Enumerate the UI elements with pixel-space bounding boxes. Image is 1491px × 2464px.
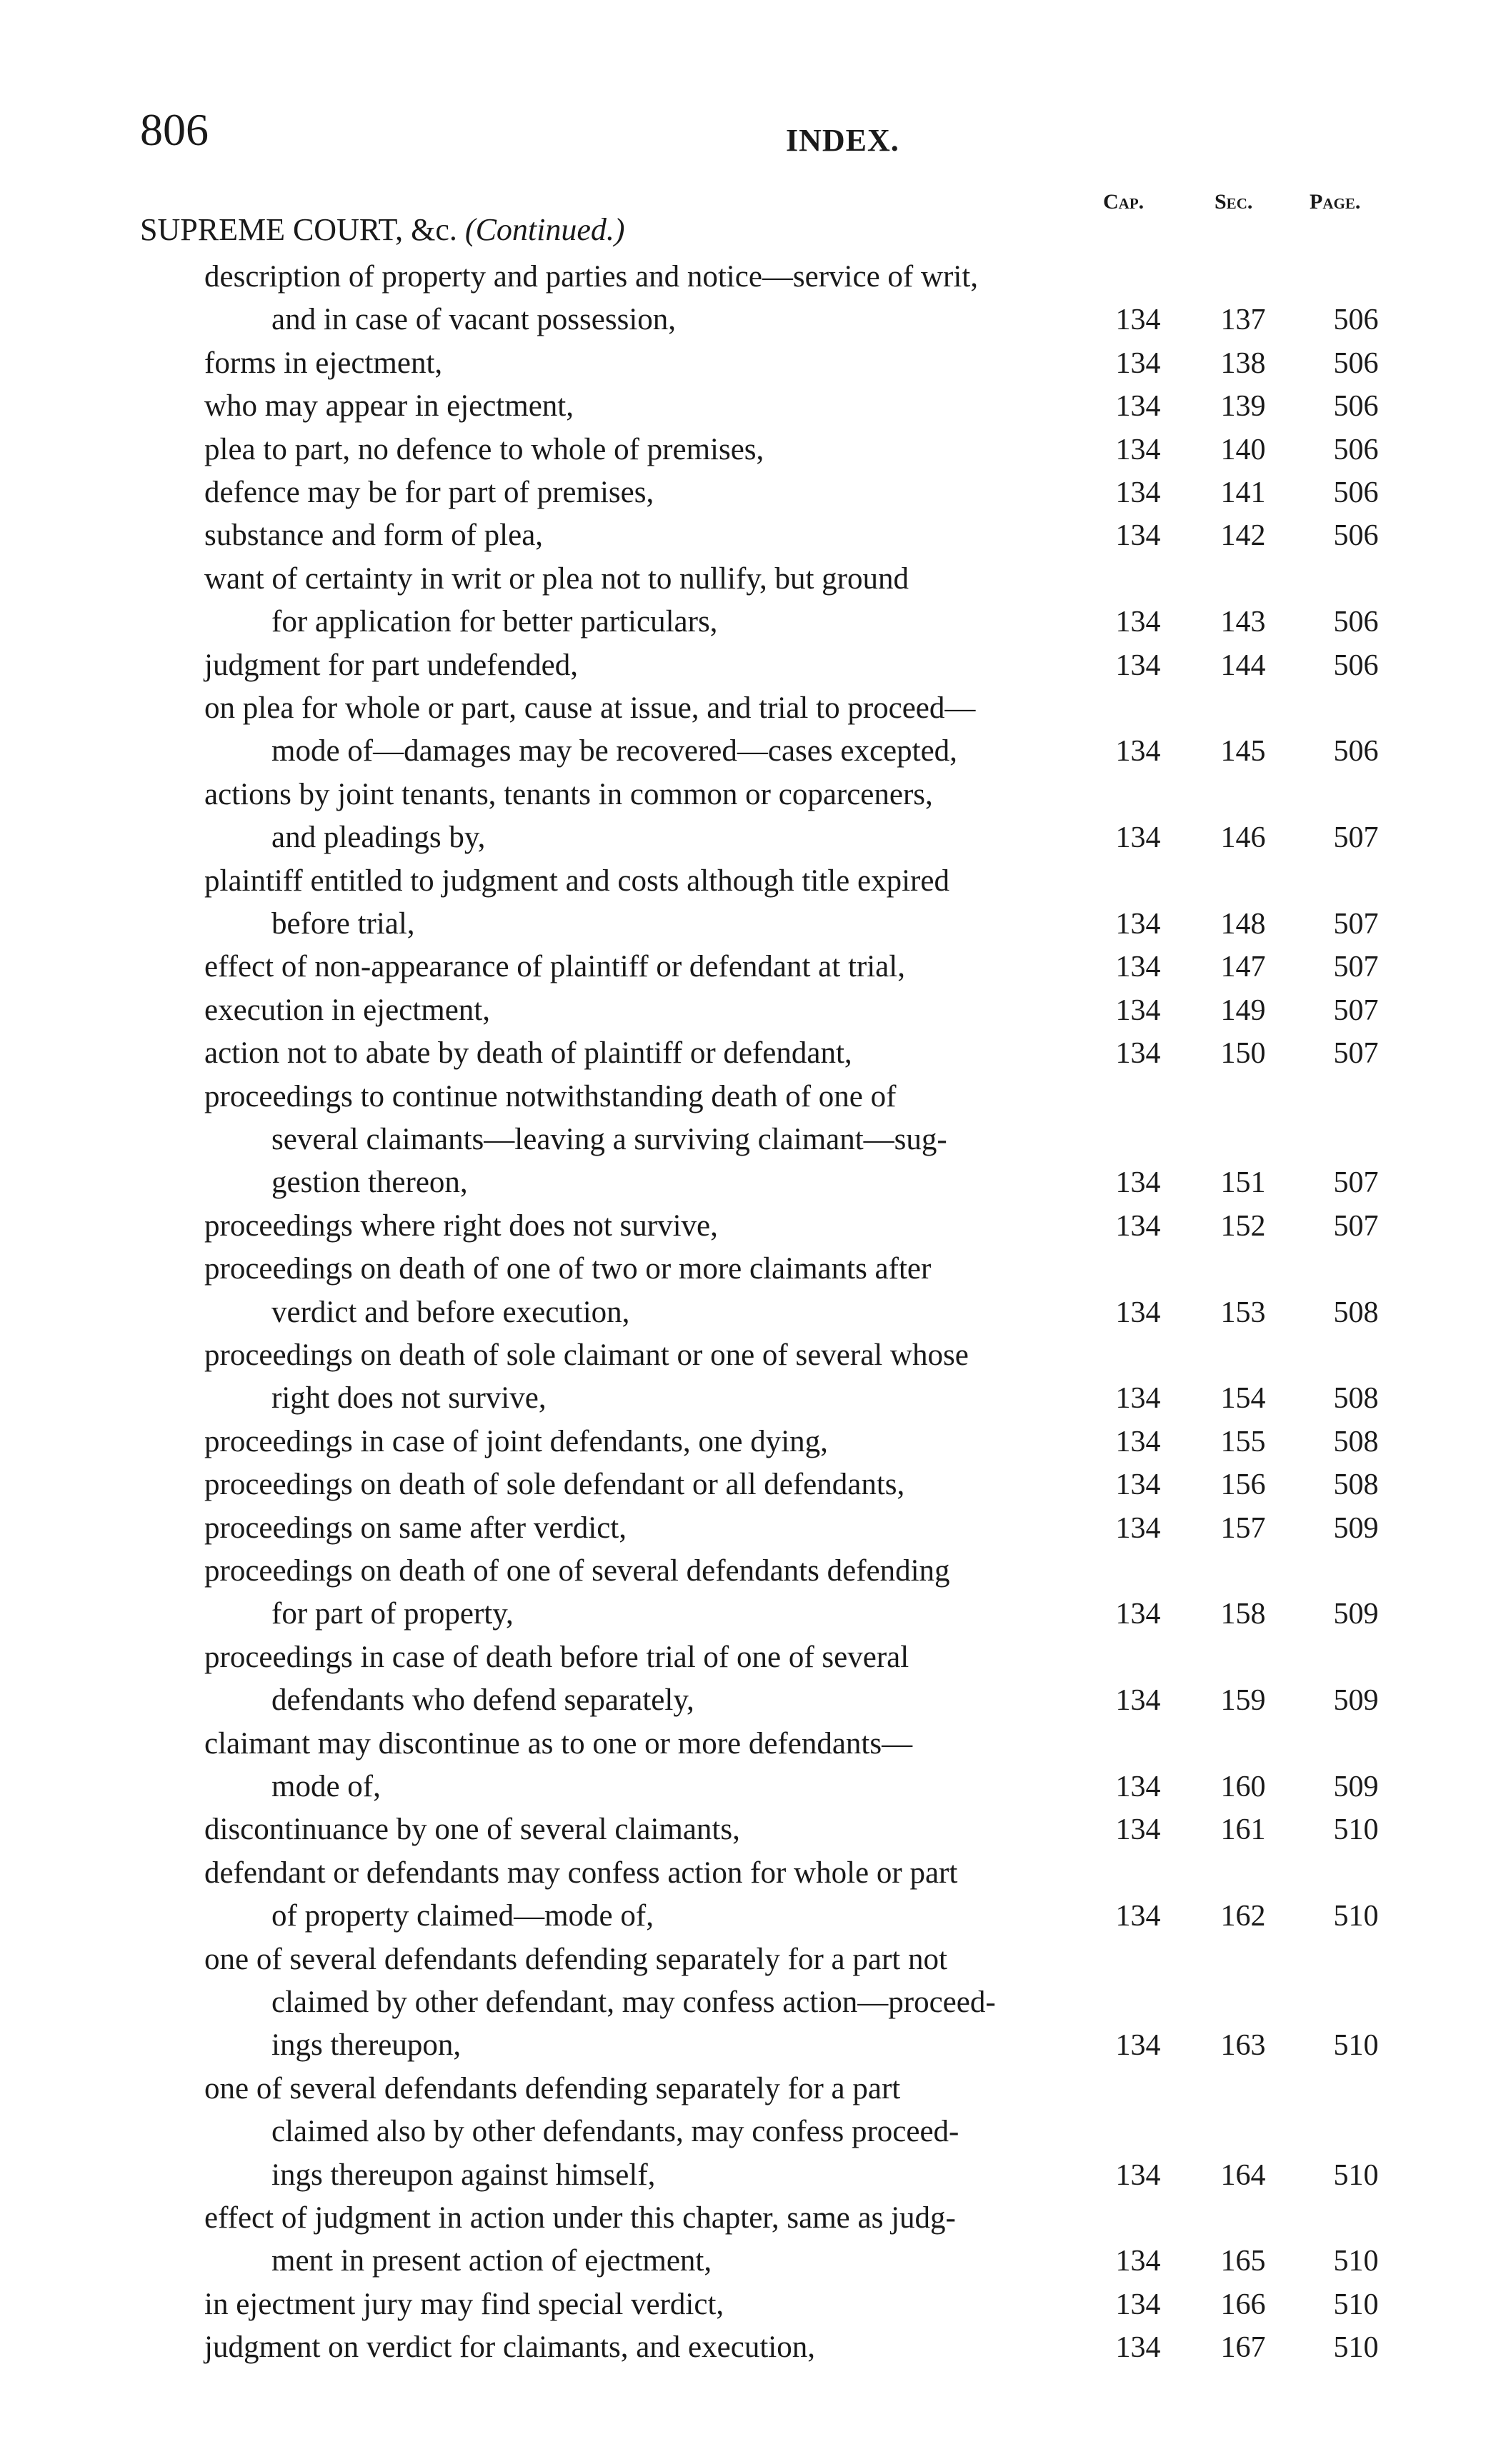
entry-cap: 134 (1115, 1813, 1161, 1846)
index-entry (0, 1421, 1491, 1463)
entry-page: 507 (1333, 821, 1379, 854)
entry-text: proceedings on death of one of several defendants defending (204, 1554, 950, 1588)
entry-sec: 153 (1220, 1296, 1266, 1329)
entry-page: 510 (1333, 1900, 1379, 1933)
entry-text: gestion thereon, (271, 1166, 468, 1199)
index-entry (0, 601, 1491, 643)
entry-page: 510 (1333, 1813, 1379, 1846)
entry-page: 508 (1333, 1468, 1379, 1501)
entry-page: 507 (1333, 994, 1379, 1027)
entry-sec: 157 (1220, 1512, 1266, 1545)
index-entry (0, 1852, 1491, 1895)
entry-text: and pleadings by, (271, 821, 486, 854)
index-entry (0, 2197, 1491, 2240)
index-entry (0, 860, 1491, 903)
entry-sec: 167 (1220, 2331, 1266, 2364)
index-entry (0, 256, 1491, 299)
entry-cap: 134 (1115, 390, 1161, 423)
entry-page: 510 (1333, 2288, 1379, 2321)
entry-sec: 156 (1220, 1468, 1266, 1501)
entry-text: before trial, (271, 907, 415, 941)
index-entry (0, 385, 1491, 428)
entry-text: effect of non-appearance of plaintiff or defendant at trial, (204, 950, 905, 983)
page-number: 806 (140, 104, 209, 155)
entry-page: 507 (1333, 1210, 1379, 1243)
entry-text: mode of—damages may be recovered—cases excepted, (271, 734, 957, 768)
entry-text: proceedings in case of death before trial of one of several (204, 1641, 909, 1674)
entry-page: 510 (1333, 2029, 1379, 2062)
index-entry (0, 1636, 1491, 1679)
entry-page: 509 (1333, 1512, 1379, 1545)
entry-cap: 134 (1115, 1512, 1161, 1545)
entry-sec: 144 (1220, 649, 1266, 682)
entry-page: 506 (1333, 476, 1379, 509)
index-entry (0, 558, 1491, 601)
entry-sec: 158 (1220, 1598, 1266, 1631)
entry-cap: 134 (1115, 821, 1161, 854)
entry-text: judgment on verdict for claimants, and execution, (204, 2330, 815, 2364)
entry-sec: 141 (1220, 476, 1266, 509)
entry-text: in ejectment jury may find special verdict, (204, 2288, 724, 2321)
entry-page: 506 (1333, 519, 1379, 552)
entry-cap: 134 (1115, 304, 1161, 336)
entry-text: effect of judgment in action under this chapter, same as judg- (204, 2201, 956, 2235)
index-entry (0, 342, 1491, 385)
index-entry (0, 1550, 1491, 1593)
index-entry (0, 1938, 1491, 1981)
entry-sec: 152 (1220, 1210, 1266, 1243)
index-entry (0, 471, 1491, 514)
entry-cap: 134 (1115, 519, 1161, 552)
index-entry (0, 1593, 1491, 1636)
index-entry (0, 644, 1491, 687)
entry-sec: 149 (1220, 994, 1266, 1027)
index-entry (0, 1808, 1491, 1851)
entry-text: proceedings on death of sole claimant or one of several whose (204, 1338, 969, 1372)
section-continued: (Continued.) (464, 212, 625, 247)
entry-cap: 134 (1115, 1037, 1161, 1070)
entry-cap: 134 (1115, 1771, 1161, 1803)
entry-text: claimed also by other defendants, may confess proceed- (271, 2115, 959, 2148)
entry-text: and in case of vacant possession, (271, 303, 677, 336)
entry-sec: 140 (1220, 434, 1266, 466)
entry-text: ings thereupon against himself, (271, 2158, 656, 2192)
entry-text: for application for better particulars, (271, 605, 718, 638)
entry-text: actions by joint tenants, tenants in common or coparceners, (204, 778, 933, 811)
entry-text: right does not survive, (271, 1381, 547, 1415)
entry-sec: 137 (1220, 304, 1266, 336)
index-entry (0, 1291, 1491, 1334)
entry-cap: 134 (1115, 951, 1161, 983)
entry-text: execution in ejectment, (204, 993, 490, 1027)
entry-cap: 134 (1115, 908, 1161, 941)
index-entry (0, 1248, 1491, 1291)
index-entry (0, 299, 1491, 341)
entry-sec: 151 (1220, 1166, 1266, 1199)
index-entry (0, 903, 1491, 946)
index-entry (0, 1463, 1491, 1506)
section-title: SUPREME COURT, &c. (140, 212, 457, 247)
entry-text: several claimants—leaving a surviving claimant—sug- (271, 1123, 947, 1156)
entry-sec: 146 (1220, 821, 1266, 854)
entry-sec: 150 (1220, 1037, 1266, 1070)
entry-text: defence may be for part of premises, (204, 476, 654, 509)
index-entry (0, 2240, 1491, 2283)
entry-sec: 138 (1220, 347, 1266, 380)
entry-text: claimed by other defendant, may confess action—proceed- (271, 1985, 996, 2019)
entry-text: defendant or defendants may confess action for whole or part (204, 1856, 958, 1890)
index-entry (0, 429, 1491, 471)
index-entry (0, 1076, 1491, 1118)
index-entry (0, 1723, 1491, 1766)
entry-page: 507 (1333, 1166, 1379, 1199)
entry-cap: 134 (1115, 1426, 1161, 1458)
entry-text: substance and form of plea, (204, 519, 544, 552)
index-entry (0, 1981, 1491, 2024)
entry-text: ment in present action of ejectment, (271, 2244, 712, 2278)
entry-text: proceedings on same after verdict, (204, 1511, 627, 1545)
entry-cap: 134 (1115, 1296, 1161, 1329)
entry-sec: 145 (1220, 735, 1266, 768)
entry-cap: 134 (1115, 2288, 1161, 2321)
entry-cap: 134 (1115, 1684, 1161, 1717)
index-entry (0, 1377, 1491, 1420)
entry-page: 506 (1333, 735, 1379, 768)
entry-cap: 134 (1115, 1210, 1161, 1243)
entry-page: 507 (1333, 1037, 1379, 1070)
index-entry (0, 1507, 1491, 1550)
entry-page: 508 (1333, 1382, 1379, 1415)
entry-sec: 148 (1220, 908, 1266, 941)
entry-page: 506 (1333, 347, 1379, 380)
entry-page: 506 (1333, 434, 1379, 466)
entry-cap: 134 (1115, 1166, 1161, 1199)
column-header-sec: Sec. (1215, 190, 1253, 214)
entry-page: 506 (1333, 390, 1379, 423)
index-entry (0, 1679, 1491, 1722)
entry-cap: 134 (1115, 476, 1161, 509)
entry-sec: 164 (1220, 2159, 1266, 2192)
entry-text: plaintiff entitled to judgment and costs although title expired (204, 864, 949, 898)
entry-text: want of certainty in writ or plea not to nullify, but ground (204, 562, 909, 596)
entry-page: 510 (1333, 2331, 1379, 2364)
entry-page: 508 (1333, 1426, 1379, 1458)
entry-sec: 166 (1220, 2288, 1266, 2321)
entry-sec: 162 (1220, 1900, 1266, 1933)
entry-cap: 134 (1115, 434, 1161, 466)
entry-sec: 160 (1220, 1771, 1266, 1803)
entry-text: ings thereupon, (271, 2028, 462, 2062)
entry-cap: 134 (1115, 1900, 1161, 1933)
entry-page: 509 (1333, 1684, 1379, 1717)
index-entry (0, 2326, 1491, 2369)
entry-text: forms in ejectment, (204, 346, 443, 380)
running-title: INDEX. (786, 123, 899, 158)
index-entry (0, 1334, 1491, 1377)
entry-page: 506 (1333, 304, 1379, 336)
entry-cap: 134 (1115, 2245, 1161, 2278)
index-entry (0, 946, 1491, 988)
index-entry (0, 1032, 1491, 1075)
entry-sec: 163 (1220, 2029, 1266, 2062)
entry-text: action not to abate by death of plaintiff or defendant, (204, 1036, 852, 1070)
index-entry (0, 989, 1491, 1032)
entry-sec: 161 (1220, 1813, 1266, 1846)
entry-sec: 147 (1220, 951, 1266, 983)
index-entry (0, 1895, 1491, 1938)
column-header-cap: Cap. (1103, 190, 1145, 214)
entry-page: 509 (1333, 1598, 1379, 1631)
index-entry (0, 2154, 1491, 2197)
index-entry (0, 730, 1491, 773)
entry-text: discontinuance by one of several claimants, (204, 1813, 740, 1846)
entry-cap: 134 (1115, 1468, 1161, 1501)
entry-text: description of property and parties and notice—service of writ, (204, 260, 978, 294)
entry-page: 507 (1333, 951, 1379, 983)
index-entry (0, 2110, 1491, 2153)
section-heading (140, 214, 625, 246)
entry-text: who may appear in ejectment, (204, 389, 574, 423)
entry-sec: 139 (1220, 390, 1266, 423)
entry-cap: 134 (1115, 994, 1161, 1027)
index-entry (0, 773, 1491, 816)
entry-cap: 134 (1115, 735, 1161, 768)
entry-text: for part of property, (271, 1597, 514, 1631)
entry-cap: 134 (1115, 347, 1161, 380)
entry-page: 508 (1333, 1296, 1379, 1329)
entry-text: of property claimed—mode of, (271, 1899, 654, 1933)
entry-text: proceedings on death of sole defendant or all defendants, (204, 1468, 905, 1501)
entry-text: on plea for whole or part, cause at issue, and trial to proceed— (204, 691, 976, 725)
entry-text: plea to part, no defence to whole of premises, (204, 433, 764, 466)
entry-sec: 154 (1220, 1382, 1266, 1415)
entry-text: judgment for part undefended, (204, 648, 578, 682)
entry-text: proceedings to continue notwithstanding death of one of (204, 1080, 897, 1113)
entry-text: proceedings where right does not survive, (204, 1209, 718, 1243)
entry-text: claimant may discontinue as to one or more defendants— (204, 1727, 913, 1761)
entry-sec: 159 (1220, 1684, 1266, 1717)
entry-text: mode of, (271, 1770, 381, 1803)
entry-sec: 155 (1220, 1426, 1266, 1458)
index-entry (0, 1161, 1491, 1204)
entry-page: 506 (1333, 606, 1379, 638)
index-entry (0, 687, 1491, 730)
entry-page: 510 (1333, 2245, 1379, 2278)
index-entry (0, 1766, 1491, 1808)
index-entry (0, 2068, 1491, 2110)
index-entry (0, 2283, 1491, 2326)
entry-page: 506 (1333, 649, 1379, 682)
column-header-page: Page. (1310, 190, 1361, 214)
entry-cap: 134 (1115, 1598, 1161, 1631)
index-entry (0, 2024, 1491, 2067)
index-entry (0, 816, 1491, 859)
entry-text: one of several defendants defending separately for a part (204, 2072, 901, 2105)
entry-text: verdict and before execution, (271, 1296, 630, 1329)
index-entry (0, 514, 1491, 557)
entry-cap: 134 (1115, 2159, 1161, 2192)
entry-sec: 165 (1220, 2245, 1266, 2278)
entry-cap: 134 (1115, 2331, 1161, 2364)
entry-sec: 143 (1220, 606, 1266, 638)
entry-cap: 134 (1115, 606, 1161, 638)
entry-cap: 134 (1115, 1382, 1161, 1415)
index-entry (0, 1118, 1491, 1161)
entry-text: one of several defendants defending separately for a part not (204, 1943, 947, 1976)
entry-page: 507 (1333, 908, 1379, 941)
entry-text: proceedings in case of joint defendants, one dying, (204, 1425, 828, 1458)
entry-cap: 134 (1115, 649, 1161, 682)
entry-sec: 142 (1220, 519, 1266, 552)
entry-page: 509 (1333, 1771, 1379, 1803)
entry-cap: 134 (1115, 2029, 1161, 2062)
entry-page: 510 (1333, 2159, 1379, 2192)
entry-text: defendants who defend separately, (271, 1683, 694, 1717)
entry-text: proceedings on death of one of two or more claimants after (204, 1252, 932, 1286)
index-entry (0, 1205, 1491, 1248)
